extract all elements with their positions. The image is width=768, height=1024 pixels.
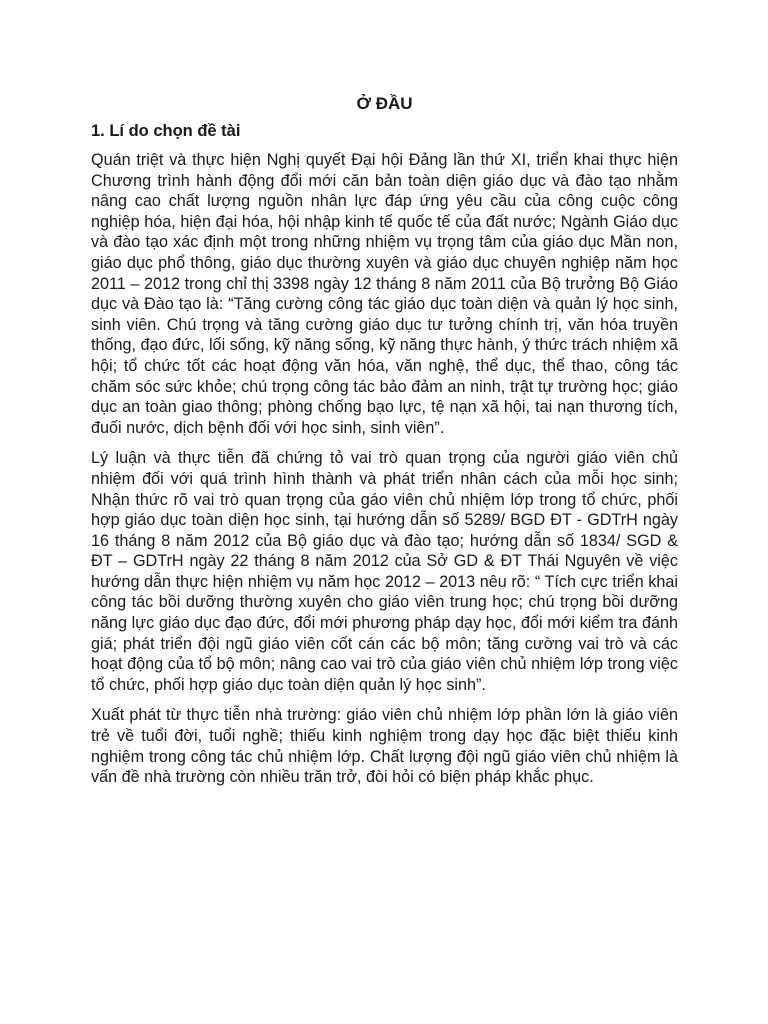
document-body [91, 93, 678, 798]
paragraph-2: Lý luận và thực tiễn đã chứng tỏ vai trò quan trọng của người giáo viên chủ nhiệm đối với quá trình hình thành và phát triển nhân cách của mỗi học sinh; Nhận thức rõ vai trò quan trọng của gáo viên chủ nhiệm lớp trong tổ chức, phối hợp giáo dục toàn diện học sinh, tại hướng dẫn số 5289/ BGD ĐT - GDTrH ngày 16 tháng 8 năm 2012 của Bộ giáo dục và đào tạo; hướng dẫn số 1834/ SGD & ĐT – GDTrH ngày 22 tháng 8 năm 2012 của Sở GD & ĐT Thái Nguyên về việc hướng dẫn thực hiện nhiệm vụ năm học 2012 – 2013 nêu rõ: “ Tích cực triển khai công tác bồi dưỡng thường xuyên cho giáo viên trung học; chú trọng bồi dưỡng năng lực giáo dục đạo đức, đổi mới phương pháp dạy học, đổi mới kiểm tra đánh giá; phát triển đội ngũ giáo viên cốt cán các bộ môn; tăng cường vai trò và các hoạt động của tổ bộ môn; nâng cao vai trò của giáo viên chủ nhiệm lớp trong việc tổ chức, phối hợp giáo dục toàn diện quản lý học sinh”. [91, 449, 678, 694]
document-title: Ở ĐẦU [356, 94, 413, 113]
paragraph-1: Quán triệt và thực hiện Nghị quyết Đại hội Đảng lần thứ XI, triển khai thực hiện Chương trình hành động đổi mới căn bản toàn diện giáo dục và đào tạo nhằm nâng cao chất lượng nguồn nhân lực đáp ứng yêu cầu của công cuộc công nghiệp hóa, hiện đại hóa, hội nhập kinh tế quốc tế của đất nước; Ngành Giáo dục và đào tạo xác định một trong những nhiệm vụ trọng tâm của giáo dục Mần non, giáo dục phổ thông, giáo dục thường xuyên và giáo dục chuyên nghiệp năm học 2011 – 2012 trong chỉ thị 3398 ngày 12 tháng 8 năm 2011 của Bộ trưởng Bộ Giáo dục và Đào tạo là: “Tăng cường công tác giáo dục toàn diện và quản lý học sinh, sinh viên. Chú trọng và tăng cường giáo dục tư tưởng chính trị, văn hóa truyền thống, đạo đức, lối sống, kỹ năng sống, kỹ năng thực hành, ý thức trách nhiệm xã hội; tổ chức tốt các hoạt động văn hóa, văn nghệ, thể dục, thể thao, công tác chăm sóc sức khỏe; chú trọng công tác bảo đảm an ninh, trật tự trường học; giáo dục an toàn giao thông; phòng chống bạo lực, tệ nạn xã hội, tai nạn thương tích, đuối nước, dịch bệnh đối với học sinh, sinh viên”. [91, 151, 678, 437]
section-heading: 1. Lí do chọn đề tài [91, 122, 241, 140]
paragraph-3: Xuất phát từ thực tiễn nhà trường: giáo viên chủ nhiệm lớp phần lớn là giáo viên trẻ về tuổi đời, tuổi nghề; thiếu kinh nghiệm trong dạy học đặc biệt thiếu kinh nghiệm trong công tác chủ nhiệm lớp. Chất lượng đội ngũ giáo viên chủ nhiệm là vấn đề nhà trường còn nhiều trăn trở, đòi hỏi có biện pháp khắc phục. [91, 706, 678, 787]
